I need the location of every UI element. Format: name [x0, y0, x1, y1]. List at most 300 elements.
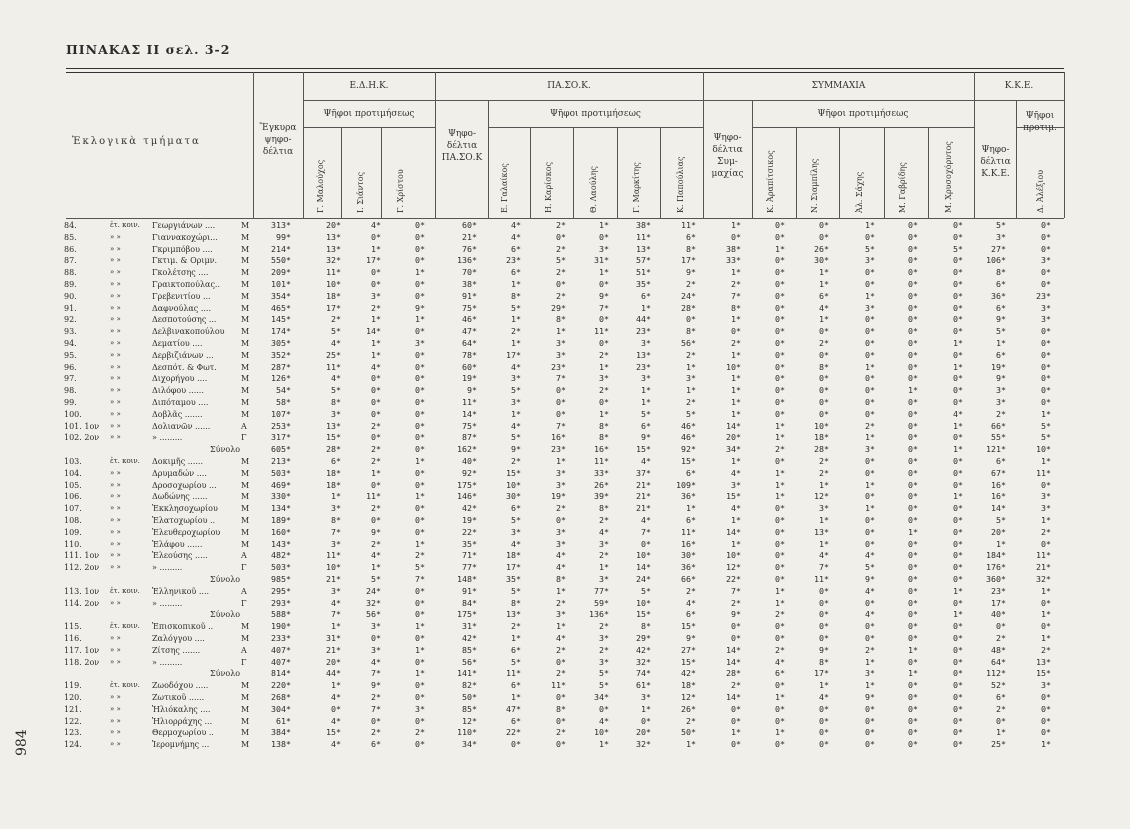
cell-value: 1*	[686, 739, 696, 750]
row-number: 122.	[64, 716, 82, 726]
cell-value: 3*	[556, 609, 566, 620]
cell-value: 9*	[371, 526, 381, 537]
cell-value: 0*	[1041, 703, 1051, 714]
cell-value: 1*	[731, 456, 741, 466]
cell-value: 9*	[996, 314, 1006, 325]
cell-value: 0*	[415, 479, 425, 490]
cell-value: 0*	[775, 279, 785, 289]
cell-value: 9*	[865, 692, 875, 702]
cell-value: 482*	[271, 550, 291, 561]
cell-value: 29*	[636, 633, 651, 643]
cell-value: 605*	[271, 444, 291, 455]
cell-value: 3*	[599, 633, 609, 643]
cell-value: 20*	[636, 727, 651, 738]
cell-value: 317*	[271, 432, 291, 443]
row-type: Μ	[241, 339, 250, 348]
cell-value: 0*	[908, 290, 918, 301]
cell-value: 2*	[511, 456, 521, 466]
cell-value: 0*	[415, 349, 425, 360]
cell-value: 0*	[1041, 267, 1051, 278]
row-type: Μ	[241, 291, 250, 301]
row-name: Ἐκκλησοχωρίου	[152, 504, 218, 514]
cell-value: 5*	[331, 385, 341, 396]
row-division: » »	[110, 339, 121, 347]
cell-value: 17*	[681, 255, 696, 266]
cell-value: 11*	[594, 326, 609, 337]
cell-value: 8*	[556, 703, 566, 714]
cell-value: 1*	[819, 680, 829, 691]
valid-ballots-header	[255, 122, 301, 158]
cell-value: 15*	[326, 727, 341, 738]
cell-value: 13*	[636, 349, 651, 360]
cell-value: 0*	[775, 574, 785, 584]
cell-value: 11*	[366, 491, 381, 502]
cell-value: 0*	[953, 302, 963, 313]
row-type: Μ	[241, 398, 250, 407]
cell-value: 7*	[731, 585, 741, 596]
cell-value: 5*	[996, 220, 1006, 230]
cell-value: 0*	[908, 243, 918, 254]
cell-value: 16*	[991, 479, 1006, 490]
cell-value: 31*	[462, 621, 477, 632]
cell-value: 0*	[953, 703, 963, 714]
cell-value: 1*	[331, 621, 341, 632]
cell-value: 1*	[865, 680, 875, 691]
cell-value: 1*	[686, 361, 696, 372]
cell-value: 0*	[908, 633, 918, 643]
row-type: Μ	[241, 315, 250, 325]
row-division: ἐτ. κοιν.	[110, 457, 140, 465]
row-division: » »	[110, 539, 121, 548]
cell-value: 0*	[908, 574, 918, 584]
row-number: 114. 2ον	[64, 598, 100, 608]
cell-value: 15*	[506, 467, 521, 478]
cell-value: 4*	[819, 302, 829, 313]
cell-value: 148*	[457, 574, 477, 584]
row-division: » »	[110, 527, 121, 536]
cell-value: 1*	[908, 526, 918, 537]
cell-value: 42*	[462, 503, 477, 514]
header-vline	[1064, 72, 1065, 218]
cell-value: 0*	[415, 656, 425, 667]
cell-value: 8*	[599, 420, 609, 431]
cell-value: 2*	[775, 609, 785, 620]
row-name: Γκτιμ. & Οριμν.	[152, 256, 218, 266]
cell-value: 0*	[819, 715, 829, 726]
table-row	[0, 574, 1130, 585]
cell-value: 0*	[819, 408, 829, 419]
cell-value: 11*	[636, 231, 651, 242]
cell-value: 1*	[686, 503, 696, 514]
row-type: Μ	[241, 716, 250, 726]
sym-ballots-line-4: μαχίας	[711, 169, 744, 179]
cell-value: 0*	[908, 585, 918, 596]
cell-value: 121*	[986, 444, 1006, 455]
cell-value: 0*	[908, 255, 918, 266]
cell-value: 13*	[326, 231, 341, 242]
cell-value: 6*	[641, 290, 651, 301]
cell-value: 9*	[996, 373, 1006, 384]
row-name: Δολιανῶν ......	[152, 421, 211, 431]
cell-value: 0*	[819, 727, 829, 738]
cell-value: 1*	[599, 361, 609, 372]
cell-value: 11*	[681, 526, 696, 537]
cell-value: 17*	[326, 302, 341, 313]
cell-value: 5*	[996, 515, 1006, 525]
cell-value: 10*	[726, 361, 741, 372]
cell-value: 2*	[371, 420, 381, 431]
cell-value: 1*	[599, 267, 609, 278]
cell-value: 1*	[731, 727, 741, 738]
cell-value: 503*	[271, 562, 291, 573]
row-type: Μ	[241, 280, 250, 289]
cell-value: 15*	[1036, 668, 1051, 679]
cell-value: 1*	[865, 432, 875, 443]
table-row	[0, 373, 1130, 384]
cell-value: 3*	[641, 692, 651, 702]
cell-value: 6*	[996, 692, 1006, 702]
cell-value: 1*	[415, 491, 425, 502]
cell-value: 3*	[599, 243, 609, 254]
cell-value: 0*	[908, 680, 918, 691]
cell-value: 189*	[271, 515, 291, 525]
cell-value: 268*	[271, 692, 291, 702]
cell-value: 1*	[731, 408, 741, 419]
cell-value: 0*	[865, 597, 875, 608]
cell-value: 4*	[599, 526, 609, 537]
table-row	[0, 503, 1130, 514]
table-row	[0, 539, 1130, 550]
cell-value: 110*	[457, 727, 477, 738]
candidate-header: Δ. Ἀλέξιου	[1036, 169, 1045, 213]
row-type: Μ	[241, 256, 250, 266]
row-type: Α	[241, 586, 247, 596]
cell-value: 0*	[953, 550, 963, 561]
cell-value: 0*	[415, 680, 425, 691]
cell-value: 2*	[371, 727, 381, 738]
cell-value: 0*	[865, 231, 875, 242]
cell-value: 0*	[556, 279, 566, 289]
cell-value: 16*	[681, 538, 696, 549]
cell-value: 0*	[908, 302, 918, 313]
row-type: Μ	[241, 386, 250, 396]
cell-value: 2*	[996, 408, 1006, 419]
cell-value: 1*	[331, 680, 341, 691]
row-name: Ἑλληνικοῦ ....	[152, 586, 210, 596]
cell-value: 0*	[908, 279, 918, 289]
cell-value: 2*	[556, 668, 566, 679]
pasok-ballots-header	[437, 128, 487, 164]
cell-value: 10*	[726, 550, 741, 561]
cell-value: 5*	[953, 243, 963, 254]
cell-value: 0*	[908, 408, 918, 419]
cell-value: 0*	[415, 432, 425, 443]
cell-value: 0*	[641, 538, 651, 549]
header-group-divider	[303, 100, 1064, 101]
cell-value: 0*	[775, 385, 785, 396]
cell-value: 6*	[331, 456, 341, 466]
cell-value: 0*	[908, 373, 918, 384]
cell-value: 0*	[371, 515, 381, 525]
row-number: 87.	[64, 256, 77, 266]
cell-value: 293*	[271, 597, 291, 608]
cell-value: 11*	[326, 361, 341, 372]
cell-value: 2*	[731, 338, 741, 348]
cell-value: 8*	[556, 574, 566, 584]
kke-ballots-header	[975, 144, 1016, 180]
cell-value: 6*	[511, 267, 521, 278]
cell-value: 17*	[506, 349, 521, 360]
cell-value: 0*	[953, 526, 963, 537]
cell-value: 1*	[953, 444, 963, 455]
cell-value: 6*	[775, 668, 785, 679]
cell-value: 2*	[371, 538, 381, 549]
cell-value: 1*	[819, 479, 829, 490]
cell-value: 9*	[599, 290, 609, 301]
cell-value: 174*	[271, 326, 291, 337]
pasok-header: ΠΑ.ΣΟ.Κ.	[547, 81, 591, 91]
cell-value: 109*	[676, 479, 696, 490]
row-type: Γ	[241, 433, 247, 443]
cell-value: 0*	[775, 562, 785, 573]
row-number: 113. 1ον	[64, 586, 100, 596]
row-name: Δερβιζιάνων ...	[152, 350, 214, 360]
cell-value: 17*	[991, 597, 1006, 608]
cell-value: 66*	[991, 420, 1006, 431]
cell-value: 27*	[991, 243, 1006, 254]
cell-value: 48*	[991, 644, 1006, 655]
cell-value: 7*	[556, 373, 566, 384]
row-name: Ζαλόγγου ....	[152, 634, 205, 643]
cell-value: 18*	[326, 467, 341, 478]
table-row	[0, 350, 1130, 361]
cell-value: 8*	[819, 656, 829, 667]
cell-value: 0*	[1041, 231, 1051, 242]
cell-value: 13*	[1036, 656, 1051, 667]
cell-value: 19*	[991, 361, 1006, 372]
cell-value: 6*	[511, 644, 521, 655]
cell-value: 1*	[865, 290, 875, 301]
row-type: Μ	[241, 362, 250, 372]
cell-value: 0*	[775, 338, 785, 348]
cell-value: 70*	[462, 267, 477, 278]
cell-value: 10*	[636, 550, 651, 561]
pasok-pref-header: Ψῆφοι προτιμήσεως	[550, 109, 641, 119]
cell-value: 0*	[775, 703, 785, 714]
cell-value: 0*	[953, 326, 963, 337]
cell-value: 5*	[371, 574, 381, 584]
cell-value: 34*	[594, 692, 609, 702]
page-title: ΠΙΝΑΚΑΣ II σελ. 3-2	[66, 42, 231, 57]
cell-value: 550*	[271, 255, 291, 266]
cell-value: 2*	[819, 456, 829, 466]
cell-value: 4*	[511, 361, 521, 372]
row-name: Διχορήγου ....	[152, 374, 208, 384]
row-division: » »	[110, 468, 121, 477]
cell-value: 3*	[331, 585, 341, 596]
cell-value: 6*	[686, 515, 696, 525]
cell-value: 0*	[556, 692, 566, 702]
row-division: » »	[110, 244, 121, 253]
row-division: » »	[110, 657, 121, 666]
row-division: » »	[110, 480, 121, 489]
cell-value: 1*	[415, 621, 425, 632]
cell-value: 2*	[556, 597, 566, 608]
row-number: 120.	[64, 693, 82, 702]
cell-value: 985*	[271, 574, 291, 584]
row-name: Ἐπισκοπικοῦ ..	[152, 622, 214, 632]
row-name: Ζίτσης .......	[152, 645, 201, 655]
cell-value: 0*	[415, 243, 425, 254]
pasok-ballots-line-3: ΠΑ.ΣΟ.Κ	[441, 153, 483, 163]
cell-value: 8*	[599, 503, 609, 514]
cell-value: 0*	[775, 633, 785, 643]
cell-value: 8*	[996, 267, 1006, 278]
row-division: » »	[110, 551, 121, 560]
cell-value: 0*	[731, 715, 741, 726]
row-type: Μ	[241, 704, 250, 714]
cell-value: 32*	[636, 739, 651, 750]
cell-value: 28*	[326, 444, 341, 455]
candidate-header: Γ. Χρίστου	[396, 169, 405, 213]
cell-value: 4*	[865, 585, 875, 596]
cell-value: 0*	[1041, 326, 1051, 337]
cell-value: 190*	[271, 621, 291, 632]
cell-value: 2*	[686, 715, 696, 726]
table-row	[0, 409, 1130, 420]
cell-value: 4*	[686, 597, 696, 608]
cell-value: 162*	[457, 444, 477, 455]
row-division: » »	[110, 421, 121, 430]
cell-value: 214*	[271, 243, 291, 254]
row-type: Μ	[241, 374, 250, 384]
cell-value: 233*	[271, 633, 291, 643]
cell-value: 1*	[731, 538, 741, 549]
cell-value: 34*	[726, 444, 741, 455]
row-name: Δεματίου ....	[152, 339, 203, 348]
cell-value: 0*	[908, 314, 918, 325]
table-row	[0, 480, 1130, 491]
row-division: » »	[110, 504, 121, 513]
cell-value: 0*	[415, 361, 425, 372]
cell-value: 0*	[865, 633, 875, 643]
cell-value: 46*	[462, 314, 477, 325]
cell-value: 30*	[506, 491, 521, 502]
cell-value: 0*	[819, 739, 829, 750]
cell-value: 0*	[371, 715, 381, 726]
cell-value: 91*	[462, 290, 477, 301]
cell-value: 0*	[865, 326, 875, 337]
row-number: 117. 1ον	[64, 645, 100, 655]
header-vline	[341, 127, 342, 218]
row-type: Μ	[241, 504, 250, 514]
cell-value: 35*	[462, 538, 477, 549]
cell-value: 0*	[415, 633, 425, 643]
cell-value: 14*	[726, 644, 741, 655]
row-division: » »	[110, 634, 121, 642]
cell-value: 8*	[686, 243, 696, 254]
cell-value: 11*	[594, 456, 609, 466]
row-number: 102. 2ον	[64, 433, 100, 443]
cell-value: 0*	[865, 373, 875, 384]
row-division: » »	[110, 433, 121, 442]
cell-value: 146*	[457, 491, 477, 502]
cell-value: 2*	[996, 633, 1006, 643]
table-row	[0, 727, 1130, 738]
table-row	[0, 562, 1130, 573]
cell-value: 42*	[681, 668, 696, 679]
cell-value: 0*	[819, 326, 829, 337]
cell-value: 99*	[276, 231, 291, 242]
cell-value: 3*	[865, 302, 875, 313]
cell-value: 0*	[908, 703, 918, 714]
cell-value: 0*	[865, 491, 875, 502]
row-type: Μ	[241, 244, 250, 254]
cell-value: 4*	[819, 692, 829, 702]
cell-value: 21*	[1036, 562, 1051, 573]
cell-value: 1*	[371, 338, 381, 348]
cell-value: 9*	[731, 609, 741, 620]
kke-ballots-line-1: Ψηφο-	[981, 145, 1010, 155]
cell-value: 0*	[865, 538, 875, 549]
cell-value: 22*	[462, 526, 477, 537]
candidate-header: Γ. Μαλούχος	[316, 159, 325, 213]
cell-value: 3*	[996, 397, 1006, 407]
cell-value: 75*	[462, 420, 477, 431]
cell-value: 1*	[865, 656, 875, 667]
cell-value: 9*	[511, 444, 521, 455]
cell-value: 4*	[641, 515, 651, 525]
row-number: 104.	[64, 468, 82, 478]
header-vline	[573, 127, 574, 218]
cell-value: 2*	[331, 314, 341, 325]
row-division: ἐτ. κοιν.	[110, 221, 140, 229]
cell-value: 0*	[1041, 597, 1051, 608]
cell-value: 5*	[686, 408, 696, 419]
cell-value: 14*	[726, 420, 741, 431]
cell-value: 18*	[326, 290, 341, 301]
cell-value: 6*	[511, 503, 521, 514]
cell-value: 0*	[415, 526, 425, 537]
cell-value: 1*	[865, 503, 875, 514]
row-number: 110.	[64, 539, 82, 549]
row-name: » .........	[152, 563, 183, 573]
cell-value: 107*	[271, 408, 291, 419]
row-number: 116.	[64, 634, 82, 643]
cell-value: 0*	[908, 609, 918, 620]
row-division: » »	[110, 645, 121, 654]
cell-value: 46*	[681, 420, 696, 431]
cell-value: 3*	[599, 538, 609, 549]
cell-value: 2*	[599, 515, 609, 525]
cell-value: 0*	[953, 715, 963, 726]
row-number: 107.	[64, 504, 82, 514]
row-number: 100.	[64, 409, 82, 419]
cell-value: 7*	[371, 703, 381, 714]
row-division: » »	[110, 728, 121, 737]
cell-value: 17*	[506, 562, 521, 573]
sym-ballots-line-1: Ψηφο-	[713, 133, 742, 143]
row-number: 111. 1ον	[64, 551, 100, 561]
cell-value: 7*	[371, 668, 381, 679]
cell-value: 0*	[953, 562, 963, 573]
cell-value: 1*	[511, 314, 521, 325]
cell-value: 0*	[415, 420, 425, 431]
cell-value: 8*	[686, 326, 696, 337]
cell-value: 0*	[908, 326, 918, 337]
cell-value: 0*	[819, 703, 829, 714]
cell-value: 50*	[681, 727, 696, 738]
